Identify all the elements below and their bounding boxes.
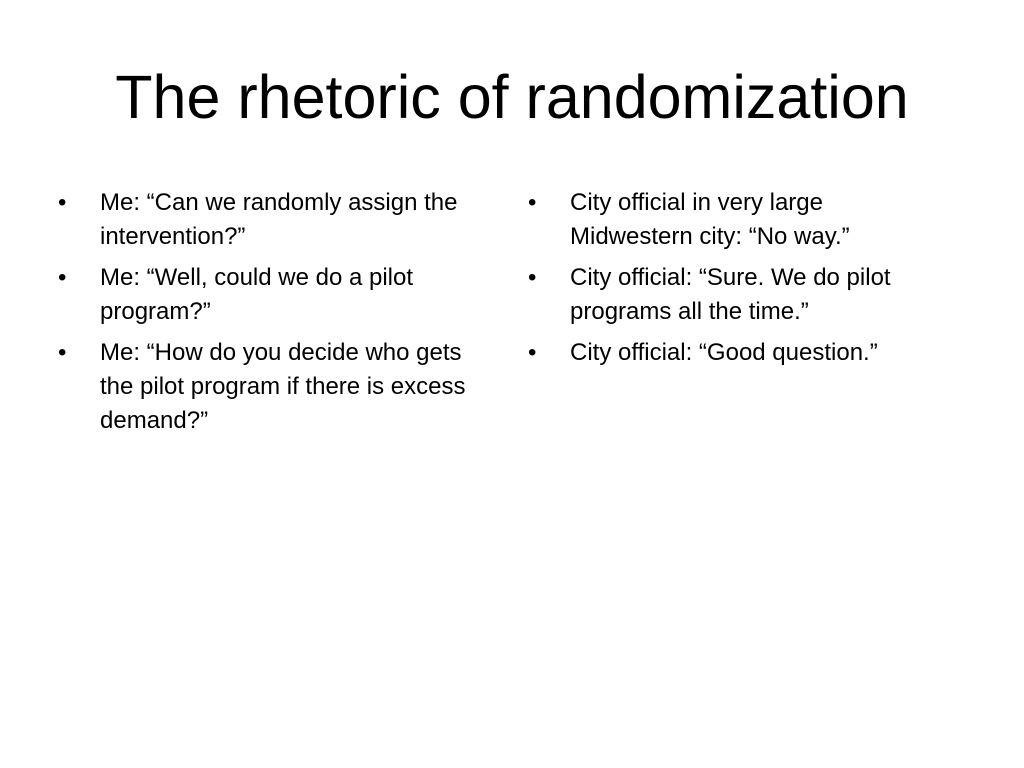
bullet-icon: • [528, 189, 537, 216]
left-bullet-item [58, 186, 478, 254]
right-column [528, 186, 948, 377]
bullet-text: Me: “How do you decide who gets the pilot program if there is excess demand?” [100, 339, 466, 434]
bullet-text: City official in very large Midwestern city: “No way.” [570, 189, 850, 250]
bullet-text: City official: “Good question.” [570, 339, 878, 366]
right-bullet-item [528, 261, 948, 329]
bullet-text: Me: “Well, could we do a pilot program?” [100, 264, 414, 325]
bullet-icon: • [528, 264, 537, 291]
left-bullet-item [58, 261, 478, 329]
bullet-icon: • [58, 339, 67, 366]
bullet-icon: • [58, 264, 67, 291]
bullet-text: City official: “Sure. We do pilot programs all the time.” [570, 264, 891, 325]
bullet-text: Me: “Can we randomly assign the intervention?” [100, 189, 458, 250]
bullet-icon: • [58, 189, 67, 216]
right-bullet-item [528, 336, 948, 370]
bullet-icon: • [528, 339, 537, 366]
left-column [58, 186, 478, 445]
left-bullet-item [58, 336, 478, 438]
right-bullet-item [528, 186, 948, 254]
slide-title: The rhetoric of randomization [115, 63, 909, 131]
